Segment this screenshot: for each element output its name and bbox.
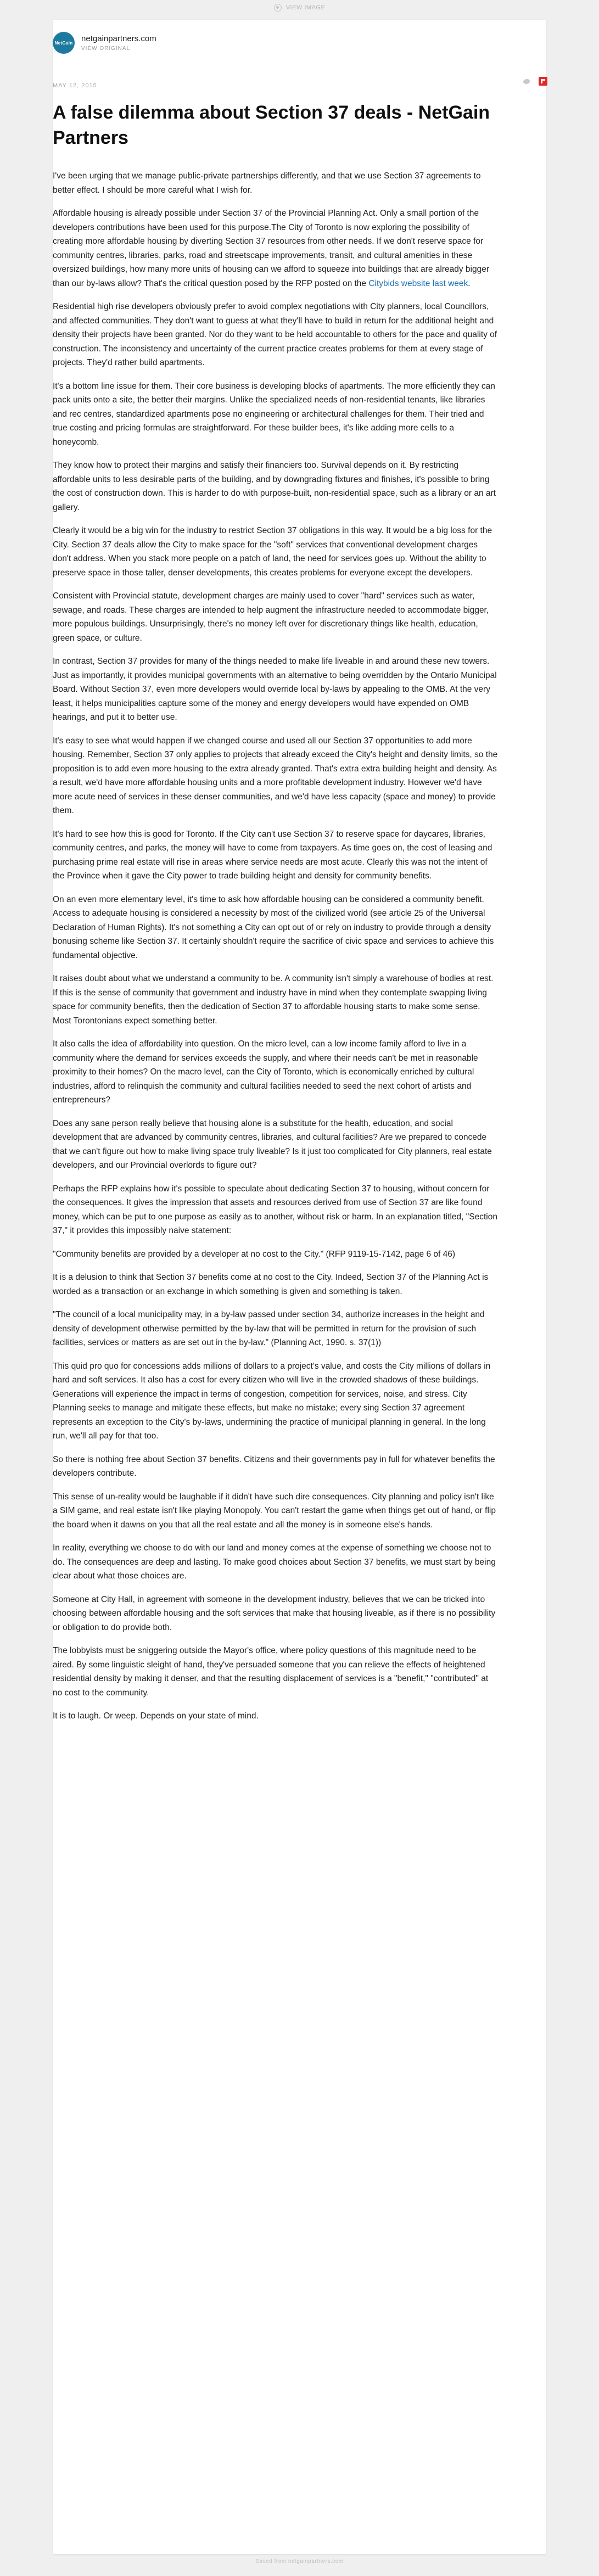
- publish-date: MAY 12, 2015: [53, 82, 97, 89]
- paragraph: They know how to protect their margins and satisfy their financiers too. Survival depends on it. By restricting affordable units to less desirable parts of the building, and by downgrading fixtures and finishes, it's possible to bring the cost of construction down. This is harder to do with purpose-built, non-residential space, such as a library or an art gallery.: [53, 461, 496, 512]
- page-title: A false dilemma about Section 37 deals - NetGain Partners: [53, 102, 490, 148]
- site-header: [53, 32, 156, 54]
- flipboard-icon[interactable]: [539, 77, 547, 86]
- twitter-icon[interactable]: [522, 78, 531, 85]
- top-bar: [0, 0, 599, 15]
- eye-icon: [274, 4, 282, 12]
- paragraph: It also calls the idea of affordability into question. On the micro level, can a low income family afford to live in a community where the demand for services exceeds the supply, and where their needs can't be met in reasonable proximity to their homes? On the macro level, can the City of Toronto, which is economically enriched by cultural industries, afford to relinquish the community and cultural facilities needed to seed the next cohort of artists and entrepreneurs?: [53, 1039, 478, 1105]
- site-logo[interactable]: NetGain: [53, 32, 75, 54]
- view-original-link[interactable]: VIEW ORIGINAL: [81, 46, 131, 52]
- paragraph: It's easy to see what would happen if we changed course and used all our Section 37 opportunities to add more housing. Remember, Section 37 only applies to projects that already exceed the City's height and density limits, so the proposition is to add even more housing to the extra already granted. That's extra extra building height and density. As a result, we'd have more affordable housing units and a more profitable development industry. However we'd have more acute need of services in these denser communities, and we'd have less capacity (space and money) to provide them.: [53, 736, 498, 815]
- paragraph: Residential high rise developers obviously prefer to avoid complex negotiations with City planners, local Councillors, and affected communities. They don't want to guess at what they'll have to build in return for the additional height and density their projects have been granted. Nor do they want to be held accountable to others for the pace and quality of construction. The inconsistency and uncertainty of the current practice creates problems for them at every stage of projects. They'd rather build apartments.: [53, 302, 497, 367]
- paragraph: It raises doubt about what we understand a community to be. A community isn't simply a warehouse of bodies at rest. If this is the sense of community that government and industry have in mind when they contemplate swapping living space for community benefits, then the dedication of Section 37 to affordable housing starts to make some sense. Most Torontonians expect something better.: [53, 974, 494, 1026]
- paragraph: It's a bottom line issue for them. Their core business is developing blocks of apartments. The more efficiently they can pack units onto a site, the better their margins. Unlike the specialized needs of non-residential tenants, like libraries and rec centres, standardized apartments pose no engineering or architectural challenges for them. Their tried and true costing and pricing formulas are straightforward. For these builder bees, it's like adding more cells to a honeycomb.: [53, 381, 495, 447]
- paragraph: It is a delusion to think that Section 37 benefits come at no cost to the City. Indeed, Section 37 of the Planning Act is worded as a transaction or an exchange in which something is given and something is taken.: [53, 1273, 489, 1296]
- citybids-link[interactable]: Citybids website last week: [368, 278, 468, 288]
- paragraph: Someone at City Hall, in agreement with someone in the development industry, believes that we can be tricked into choosing between affordable housing and the soft services that make that housing liveable, as if there is no possibility or obligation to do provide both.: [53, 1594, 496, 1632]
- view-image-label[interactable]: VIEW IMAGE: [285, 4, 326, 11]
- paragraph: In contrast, Section 37 provides for many of the things needed to make life liveable in and around these new towers. Just as importantly, it provides municipal governments with an alternative to being overridden by the Ontario Municipal Board. Without Section 37, even more developers would override local by-laws by appealing to the OMB. At the very least, it helps municipalities capture some of the money and energy developers would have expended on OMB hearings, and put it to better use.: [53, 657, 497, 722]
- rfp-quote: "Community benefits are provided by a developer at no cost to the City." (RFP 9119-15-7142, page 6 of 46): [53, 1249, 456, 1259]
- paragraph: This sense of un-reality would be laughable if it didn't have such dire consequences. City planning and policy isn't like a SIM game, and real estate isn't like playing Monopoly. You can't restart the game when things get out of hand, or flip the board when it dawns on you that all the real estate and all the money is in someone else's hands.: [53, 1492, 496, 1530]
- paragraph: Consistent with Provincial statute, development charges are mainly used to cover "hard" services such as water, sewage, and roads. These charges are intended to help augment the infrastructure needed to accommodate bigger, more populous buildings. Unsurprisingly, there's no money left over for discretionary things like health, education, green space, or culture.: [53, 591, 489, 643]
- paragraph: Affordable housing is already possible under Section 37 of the Provincial Planning Act. Only a small portion of the developers contributions have been used for this purpose.The City of Toronto is now exploring the possibility of creating more affordable housing by diverting Section 37 resources from other needs. If we don't reserve space for community centres, libraries, parks, road and streetscape improvements, transit, and cultural amenities in these oversized buildings, how many more units of housing can we afford to squeeze into buildings that are already bigger than our by-laws allow? That's the critical question posed by the RFP posted on the Citybids website last week.: [53, 209, 489, 288]
- paragraph: Perhaps the RFP explains how it's possible to speculate about dedicating Section 37 to housing, without concern for the consequences. It gives the impression that assets and resources derived from use of Section 37 are like found money, which can be put to one purpose as easily as to another, without risk or harm. In an explanation titled, "Section 37," it provides this impossibly naive statement:: [53, 1184, 497, 1235]
- paragraph: It is to laugh. Or weep. Depends on your state of mind.: [53, 1711, 259, 1721]
- paragraph: In reality, everything we choose to do with our land and money comes at the expense of something we choose not to do. The consequences are deep and lasting. To make good choices about Section 37 benefits, we must start by being clear about what those choices are.: [53, 1543, 496, 1581]
- site-name[interactable]: netgainpartners.com: [81, 34, 156, 43]
- paragraph: I've been urging that we manage public-private partnerships differently, and that we use Section 37 agreements to better effect. I should be more careful what I wish for.: [53, 171, 481, 195]
- share-bar: [522, 77, 547, 86]
- paragraph: On an even more elementary level, it's time to ask how affordable housing can be considered a community benefit. Access to adequate housing is considered a necessity by most of the civilized world (see article 25 of the Universal Declaration of Human Rights). It's not something a City can opt out of or rely on industry to provide through a density bonusing scheme like Section 37. It certainly shouldn't require the sacrifice of civic space and services to achieve this fundamental objective.: [53, 894, 494, 960]
- paragraph: It's hard to see how this is good for Toronto. If the City can't use Section 37 to reserve space for daycares, libraries, community centres, and parks, the money will have to come from taxpayers. As time goes on, the cost of leasing and purchasing prime real estate will rise in areas where service needs are most acute. Clearly this was not the intent of the Province when it gave the City power to trade building height and density for community benefits.: [53, 829, 492, 881]
- paragraph: The lobbyists must be sniggering outside the Mayor's office, where policy questions of this magnitude need to be aired. By some linguistic sleight of hand, they've persuaded someone that you can relieve the effects of heightened residential density by making it denser, and that the resulting displacement of services is a "benefit," "contributed" at no cost to the community.: [53, 1646, 489, 1698]
- paragraph: This quid pro quo for concessions adds millions of dollars to a project's value, and costs the City millions of dollars in hard and soft services. It also has a cost for every citizen who will live in the crowded shadows of these buildings. Generations will experience the impact in terms of congestion, competition for services, noise, and stress. City Planning seeks to manage and mitigate these effects, but make no mistake; every sing Section 37 agreement represents an exception to the City's by-laws, undermining the practice of municipal planning in general. In the long run, we'll all pay for that too.: [53, 1361, 491, 1441]
- paragraph: Does any sane person really believe that housing alone is a substitute for the health, education, and social development that are advanced by community centres, libraries, and cultural facilities? Are we prepared to concede that we can't figure out how to make living space truly liveable? Is it just too complicated for City planners, real estate developers, and our Provincial overlords to figure out?: [53, 1118, 492, 1170]
- planning-act-quote: "The council of a local municipality may, in a by-law passed under section 34, authorize increases in the height and density of development otherwise permitted by the by-law that will be permitted in return for the provision of such facilities, services or matters as are set out in the by-law." (Planning Act, 1990. s. 37(1)): [53, 1310, 485, 1347]
- article-body: [53, 169, 546, 1733]
- paragraph: So there is nothing free about Section 37 benefits. Citizens and their governments pay in full for whatever benefits the developers contribute.: [53, 1454, 495, 1478]
- footer: Saved from netgainpartners.com: [255, 2558, 344, 2564]
- paragraph: Clearly it would be a big win for the industry to restrict Section 37 obligations in this way. It would be a big loss for the City. Section 37 deals allow the City to make space for the "soft" services that conventional development charges don't address. When you stack more people on a patch of land, the need for services goes up. Without the ability to preserve space in those taller, denser developments, this creates problems for everyone except the developers.: [53, 526, 492, 578]
